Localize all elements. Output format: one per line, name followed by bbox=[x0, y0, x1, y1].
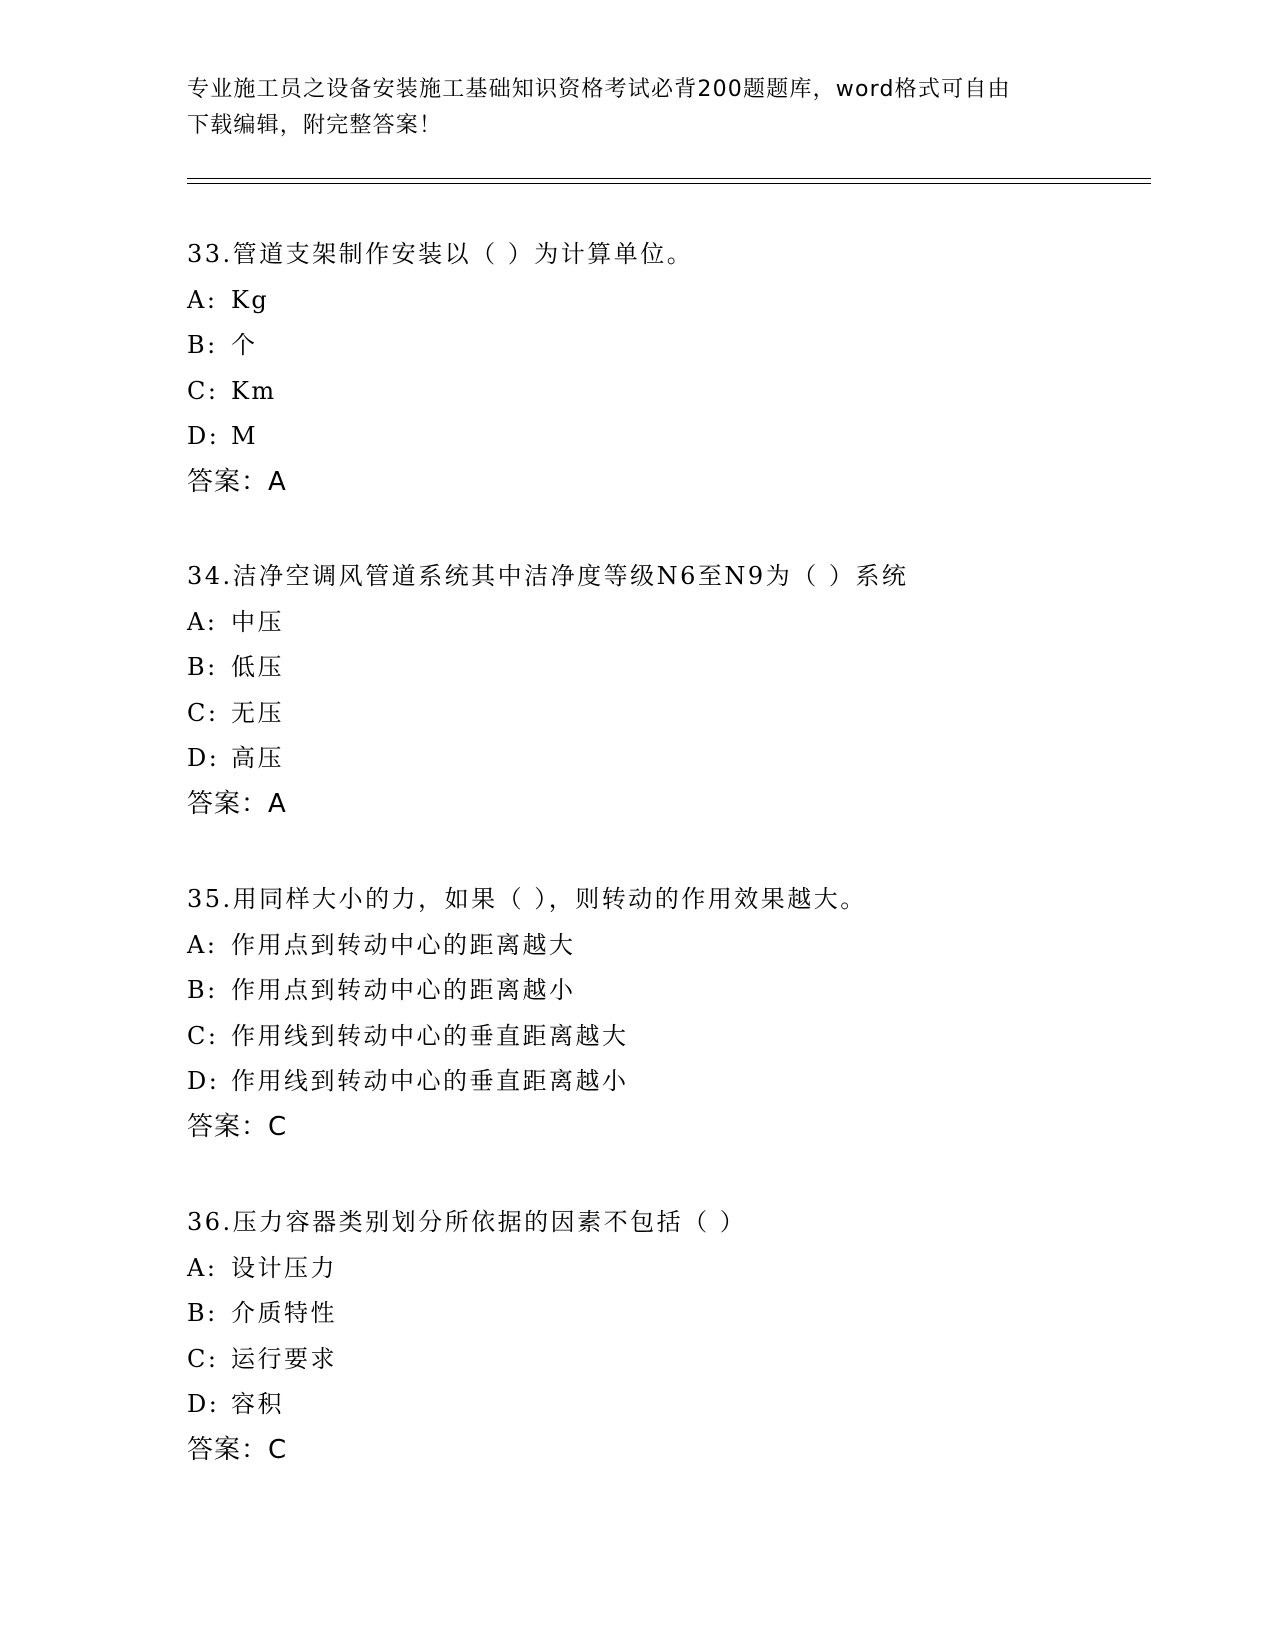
option-key: A: bbox=[187, 285, 218, 314]
option-key: A: bbox=[187, 930, 218, 959]
document-header bbox=[187, 72, 1067, 144]
option-key: C: bbox=[187, 698, 219, 727]
option-key: B: bbox=[187, 653, 218, 681]
header-line-1: 专业施工员之设备安装施工基础知识资格考试必背200题题库，word格式可自由 bbox=[187, 77, 1011, 102]
question-35 bbox=[187, 877, 1147, 1150]
option-b bbox=[187, 1291, 1147, 1337]
question-stem: 35.用同样大小的力，如果（ ），则转动的作用效果越大。 bbox=[187, 885, 867, 913]
answer-value: A bbox=[268, 466, 287, 497]
option-d bbox=[187, 1382, 1147, 1428]
question-stem: 36.压力容器类别划分所依据的因素不包括（ ） bbox=[187, 1208, 747, 1236]
option-c bbox=[187, 1014, 1147, 1060]
answer-label: 答案： bbox=[187, 788, 269, 819]
question-34 bbox=[187, 554, 1147, 827]
option-c bbox=[187, 1337, 1147, 1383]
option-a bbox=[187, 600, 1147, 646]
option-text: 中压 bbox=[231, 607, 284, 636]
answer-line bbox=[187, 460, 1147, 506]
option-text: M bbox=[231, 422, 259, 450]
option-text: 作用线到转动中心的垂直距离越小 bbox=[231, 1067, 629, 1095]
option-d bbox=[187, 1059, 1147, 1105]
option-a bbox=[187, 923, 1147, 969]
option-key: D: bbox=[187, 422, 220, 450]
option-text: 容积 bbox=[231, 1390, 284, 1418]
answer-value: C bbox=[268, 1434, 288, 1465]
option-key: B: bbox=[187, 976, 218, 1004]
answer-label: 答案： bbox=[187, 1434, 269, 1465]
option-key: A: bbox=[187, 607, 218, 636]
option-text: 设计压力 bbox=[231, 1253, 337, 1282]
option-key: A: bbox=[187, 1253, 218, 1282]
option-key: C: bbox=[187, 1021, 219, 1050]
option-b bbox=[187, 968, 1147, 1014]
option-c bbox=[187, 691, 1147, 737]
option-key: B: bbox=[187, 1299, 218, 1327]
question-36 bbox=[187, 1200, 1147, 1473]
answer-line bbox=[187, 1105, 1147, 1151]
answer-label: 答案： bbox=[187, 466, 269, 497]
option-d bbox=[187, 736, 1147, 782]
option-key: B: bbox=[187, 331, 218, 359]
option-text: 作用点到转动中心的距离越小 bbox=[231, 976, 576, 1004]
option-key: C: bbox=[187, 376, 219, 405]
option-text: 运行要求 bbox=[231, 1344, 337, 1373]
header-rule-top bbox=[187, 178, 1151, 179]
option-text: 个 bbox=[231, 331, 258, 359]
option-a bbox=[187, 1246, 1147, 1292]
option-text: 低压 bbox=[231, 653, 284, 681]
option-text: 作用线到转动中心的垂直距离越大 bbox=[231, 1021, 629, 1050]
answer-label: 答案： bbox=[187, 1111, 269, 1142]
option-key: D: bbox=[187, 1390, 220, 1418]
option-key: C: bbox=[187, 1344, 219, 1373]
option-key: D: bbox=[187, 744, 220, 772]
option-key: D: bbox=[187, 1067, 220, 1095]
option-text: 高压 bbox=[231, 744, 284, 772]
answer-value: A bbox=[268, 788, 287, 819]
header-line-2: 下载编辑，附完整答案！ bbox=[187, 113, 443, 138]
option-text: 作用点到转动中心的距离越大 bbox=[231, 930, 576, 959]
option-text: 无压 bbox=[231, 698, 284, 727]
answer-value: C bbox=[268, 1111, 288, 1142]
option-text: Km bbox=[231, 376, 277, 405]
question-33 bbox=[187, 232, 1147, 505]
question-stem: 33.管道支架制作安装以（ ）为计算单位。 bbox=[187, 240, 694, 268]
option-text: Kg bbox=[231, 285, 270, 314]
header-rule-bottom bbox=[187, 183, 1151, 184]
option-b bbox=[187, 323, 1147, 369]
answer-line bbox=[187, 1428, 1147, 1474]
option-c bbox=[187, 369, 1147, 415]
option-a bbox=[187, 278, 1147, 324]
option-b bbox=[187, 645, 1147, 691]
answer-line bbox=[187, 782, 1147, 828]
option-d bbox=[187, 414, 1147, 460]
question-stem: 34.洁净空调风管道系统其中洁净度等级N6至N9为（ ）系统 bbox=[187, 562, 909, 590]
option-text: 介质特性 bbox=[231, 1299, 337, 1327]
